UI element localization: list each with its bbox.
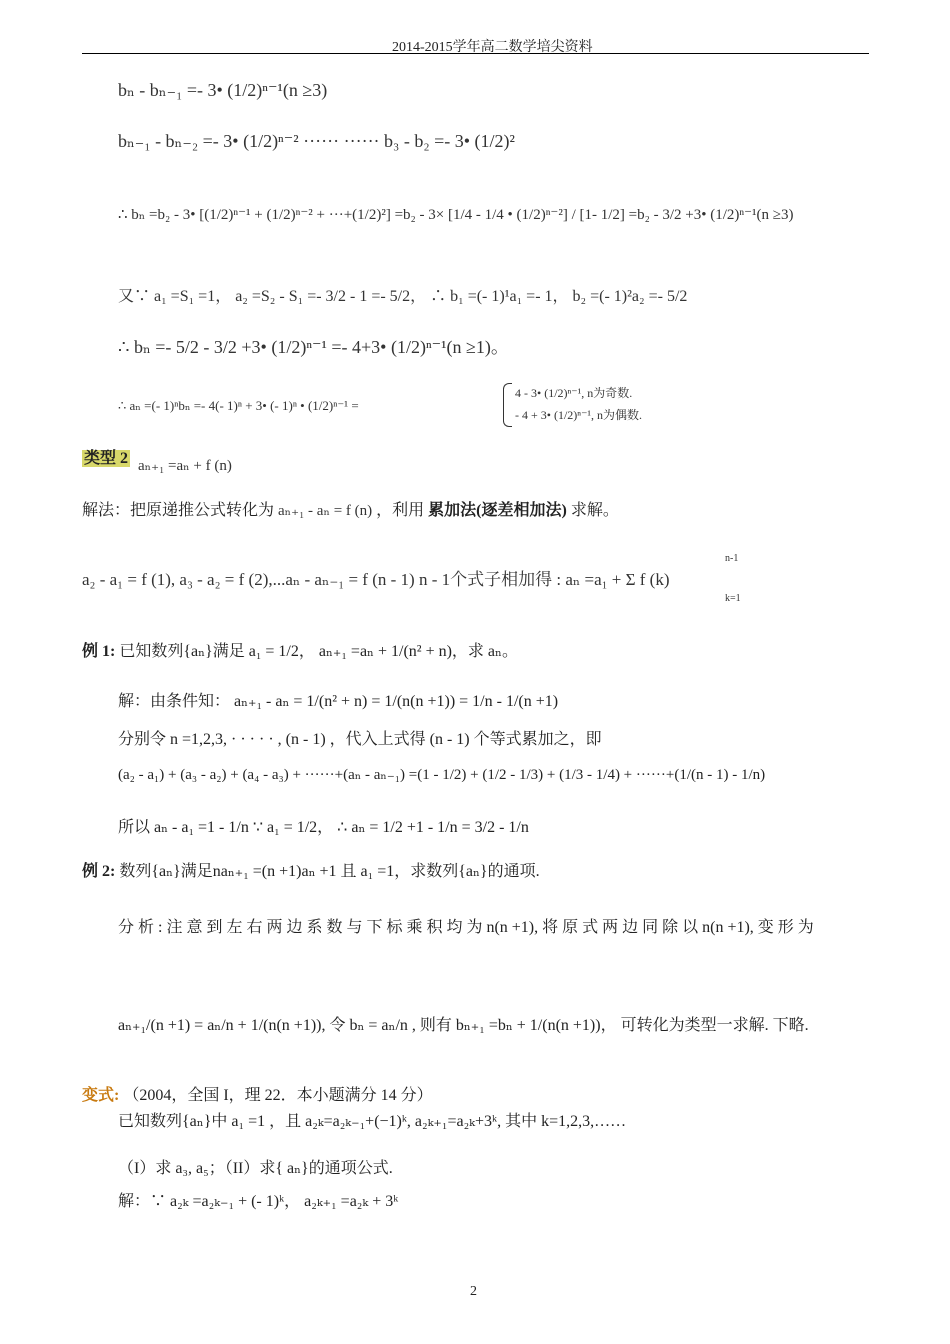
variant-source: （2004，全国 I，理 22．本小题满分 14 分） [123, 1087, 433, 1104]
piecewise-case-odd: 4 - 3• (1/2)ⁿ⁻¹, n为奇数. [515, 386, 633, 400]
method-suffix: 求解。 [570, 502, 619, 519]
example2-statement-line [82, 858, 540, 881]
eq-line-6: ∴ aₙ =(- 1)ⁿbₙ =- 4(- 1)ⁿ + 3• (- 1)ⁿ • (1/2)ⁿ⁻¹ = [118, 398, 359, 413]
sum-lower: k=1 [725, 593, 741, 604]
piecewise-brace [503, 383, 512, 427]
variant-label: 变式: [82, 1087, 120, 1104]
method-prefix: 解法：把原递推公式转化为 [82, 502, 275, 519]
example1-statement-line [82, 638, 518, 661]
variant-header-line [82, 1082, 433, 1105]
variant-given: 已知数列{aₙ}中 a₁ =1 ，且 a₂ₖ=a₂ₖ₋₁+(−1)ᵏ, a₂ₖ₊₁=a₂ₖ+3ᵏ, 其中 k=1,2,3,…… [118, 1113, 627, 1130]
eq-line-3: ∴ bₙ =b₂ - 3• [(1/2)ⁿ⁻¹ + (1/2)ⁿ⁻² + ···+(1/2)²] =b₂ - 3× [1/4 - 1/4 • (1/2)ⁿ⁻²] / [1- 1/2] =b₂ - 3/2 +3• (1/2)ⁿ⁻¹(n ≥3) [118, 207, 794, 223]
example1-solution-1: 解：由条件知： aₙ₊₁ - aₙ = 1/(n² + n) = 1/(n(n +1)) = 1/n - 1/(n +1) [118, 693, 559, 710]
example1-solution-4: 所以 aₙ - a₁ =1 - 1/n ∵ a₁ = 1/2， ∴ aₙ = 1/2 +1 - 1/n = 3/2 - 1/n [118, 819, 529, 836]
eq-line-2: bₙ₋₁ - bₙ₋₂ =- 3• (1/2)ⁿ⁻² ······ ······ b₃ - b₂ =- 3• (1/2)² [118, 131, 515, 151]
variant-solution: 解：∵ a₂ₖ =a₂ₖ₋₁ + (- 1)ᵏ， a₂ₖ₊₁ =a₂ₖ + 3ᵏ [118, 1193, 399, 1210]
example2-statement: 数列{aₙ}满足naₙ₊₁ =(n +1)aₙ +1 且 a₁ =1，求数列{aₙ}的通项. [119, 863, 540, 880]
method-formula: aₙ₊₁ - aₙ = f (n) [278, 503, 373, 519]
eq-line-5: ∴ bₙ =- 5/2 - 3/2 +3• (1/2)ⁿ⁻¹ =- 4+3• (1/2)ⁿ⁻¹(n ≥1)。 [118, 337, 509, 357]
eq-line-1: bₙ - bₙ₋₁ =- 3• (1/2)ⁿ⁻¹(n ≥3) [118, 80, 328, 100]
type2-method [82, 497, 619, 520]
piecewise-case-even: - 4 + 3• (1/2)ⁿ⁻¹, n为偶数. [515, 408, 643, 422]
header-rule [82, 53, 869, 54]
type2-formula: aₙ₊₁ =aₙ + f (n) [138, 458, 232, 474]
example1-solution-2: 分别令 n =1,2,3, · · · · · , (n - 1) ，代入上式得 (n - 1) 个等式累加之，即 [118, 731, 602, 748]
method-mid: ，利用 [376, 502, 425, 519]
type2-section [82, 445, 130, 468]
example1-label: 例 1: [82, 643, 116, 660]
eq-line-4: 又∵ a₁ =S₁ =1， a₂ =S₂ - S₁ =- 3/2 - 1 =- 5/2， ∴ b₁ =(- 1)¹a₁ =- 1， b₂ =(- 1)²a₂ =- 5/2 [118, 288, 688, 305]
example1-solution-3: (a₂ - a₁) + (a₃ - a₂) + (a₄ - a₃) + ······+(aₙ - aₙ₋₁) =(1 - 1/2) + (1/2 - 1/3) + (1/3 - 1/4) + ······+(1/(n - 1) - 1/n) [118, 767, 766, 783]
example1-statement: 已知数列{aₙ}满足 a₁ = 1/2， aₙ₊₁ =aₙ + 1/(n² + n)，求 aₙ。 [119, 643, 518, 660]
page-header-title: 2014-2015学年高二数学培尖资料 [392, 40, 593, 55]
sum-upper: n-1 [725, 553, 739, 564]
example2-analysis: 分 析 : 注 意 到 左 右 两 边 系 数 与 下 标 乘 积 均 为 n(n +1), 将 原 式 两 边 同 除 以 n(n +1), 变 形 为 [118, 919, 814, 936]
type2-label: 类型 2 [84, 450, 129, 467]
example2-transform: aₙ₊₁/(n +1) = aₙ/n + 1/(n(n +1)), 令 bₙ = aₙ/n , 则有 bₙ₊₁ =bₙ + 1/(n(n +1))， 可转化为类型一求解. 下略. [118, 1017, 809, 1034]
page-number: 2 [470, 1284, 477, 1299]
variant-question: （I）求 a₃, a₅；（II）求{ aₙ}的通项公式. [118, 1160, 393, 1177]
example2-label: 例 2: [82, 863, 116, 880]
sum-line: a₂ - a₁ = f (1), a₃ - a₂ = f (2),...aₙ - aₙ₋₁ = f (n - 1) n - 1个式子相加得 : aₙ =a₁ + Σ f (k) [82, 570, 670, 589]
method-bold: 累加法(逐差相加法) [428, 502, 567, 519]
